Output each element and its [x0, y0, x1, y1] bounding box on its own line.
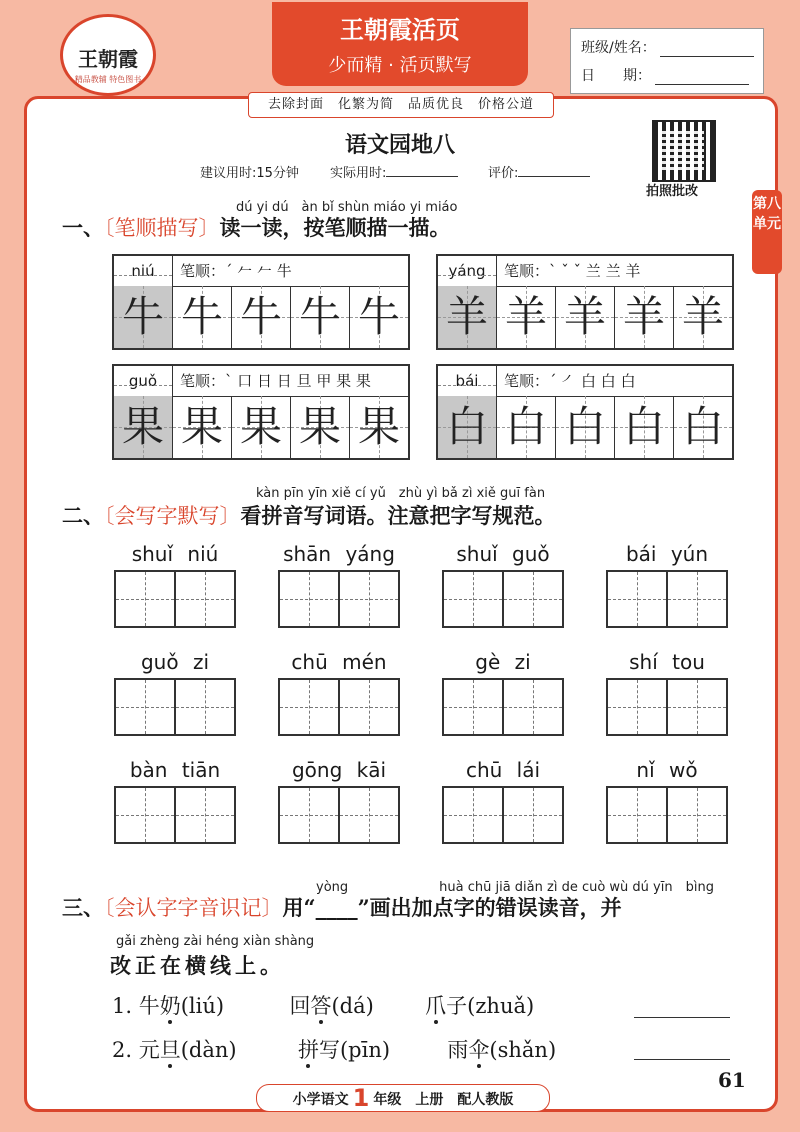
footer-badge — [256, 1084, 550, 1112]
banner-subtitle: 少而精 · 活页默写 — [328, 55, 472, 76]
write-box[interactable] — [280, 572, 338, 626]
evaluation — [488, 162, 590, 181]
word-pinyin: chū lái — [465, 758, 541, 782]
section2-pinyin: kàn pīn yīn xiě cí yǔ zhù yì bǎ zì xiě guī fàn — [256, 486, 546, 501]
write-box[interactable] — [116, 788, 174, 842]
word-item — [442, 542, 564, 628]
q3-text: 回 — [289, 994, 311, 1018]
stroke-pinyin: yáng — [438, 256, 497, 286]
actual-time-field[interactable] — [386, 164, 458, 177]
write-box[interactable] — [116, 572, 174, 626]
section3-heading — [62, 892, 622, 922]
write-box[interactable] — [280, 788, 338, 842]
word-item — [114, 542, 236, 628]
q3-text: 1. 牛 — [112, 994, 160, 1018]
stroke-table-niu — [112, 254, 410, 350]
brand-logo — [60, 14, 156, 96]
trace-cell[interactable]: 牛 — [291, 286, 350, 348]
trace-cell[interactable]: 牛 — [114, 286, 173, 348]
word-pinyin: shuǐ guǒ — [456, 542, 550, 566]
evaluation-label: 评价: — [488, 166, 519, 181]
q3-row-1 — [112, 990, 534, 1020]
trace-cell[interactable]: 白 — [615, 396, 674, 458]
qr-label: 拍照批改 — [646, 184, 699, 199]
trace-cell[interactable]: 果 — [232, 396, 291, 458]
section1-number: 一、 — [62, 215, 104, 240]
q3-reading: (liú) — [180, 994, 225, 1018]
suggested-time: 建议用时:15分钟 — [200, 166, 299, 181]
write-box[interactable] — [502, 680, 562, 734]
write-box[interactable] — [608, 572, 666, 626]
footer-edition: 年级 上册 配人教版 — [373, 1092, 514, 1108]
date-row — [581, 65, 749, 85]
name-row — [581, 37, 754, 57]
word-pinyin: bàn tiān — [129, 758, 221, 782]
name-label: 班级/姓名： — [581, 40, 656, 56]
write-box[interactable] — [338, 680, 398, 734]
trace-cell[interactable]: 牛 — [232, 286, 291, 348]
section1-tag: 〔笔顺描写〕 — [104, 216, 220, 240]
stroke-table-bai — [436, 364, 734, 460]
trace-cell[interactable]: 牛 — [350, 286, 408, 348]
q3-reading: (dàn) — [180, 1038, 237, 1062]
word-pinyin: shān yáng — [283, 542, 395, 566]
word-item — [114, 650, 236, 736]
q3-dotted-char: 奶 — [159, 994, 181, 1018]
word-item — [606, 650, 728, 736]
word-item — [278, 542, 400, 628]
write-box[interactable] — [338, 572, 398, 626]
write-box[interactable] — [280, 680, 338, 734]
section3-instruction-2: 改正在横线上。 — [110, 953, 285, 978]
q3-text: 2. 元 — [112, 1038, 160, 1062]
word-item — [606, 542, 728, 628]
word-pinyin: gōng kāi — [291, 758, 387, 782]
q3-text: 雨 — [447, 1038, 469, 1062]
trace-cell[interactable]: 羊 — [497, 286, 556, 348]
write-box[interactable] — [608, 788, 666, 842]
stroke-pinyin: bái — [438, 366, 497, 396]
trace-cell[interactable]: 羊 — [674, 286, 732, 348]
q3-dotted-char: 拼 — [297, 1038, 319, 1062]
qr-code-icon[interactable] — [652, 120, 716, 182]
write-box[interactable] — [502, 572, 562, 626]
trace-cell[interactable]: 羊 — [556, 286, 615, 348]
trace-cell[interactable]: 果 — [114, 396, 173, 458]
stroke-order: 笔顺：ˊ 𠂉 𠂉 牛 — [180, 262, 292, 280]
actual-time-label: 实际用时: — [330, 166, 387, 181]
write-box[interactable] — [666, 572, 726, 626]
stroke-pinyin: guǒ — [114, 366, 173, 396]
date-field[interactable] — [655, 70, 749, 85]
section3-instruction-1: 用“____”画出加点字的错误读音，并 — [282, 895, 622, 920]
footer-grade: 1 — [352, 1084, 370, 1112]
word-pinyin: gè zi — [475, 650, 531, 674]
banner-title: 王朝霞活页 — [340, 15, 460, 44]
q3-reading: 写(pīn) — [318, 1038, 391, 1062]
stroke-order: 笔顺：ˋ 口 日 日 旦 甲 果 果 — [180, 372, 371, 390]
q3-row-2 — [112, 1034, 556, 1064]
brand-banner — [272, 2, 528, 86]
write-box[interactable] — [502, 788, 562, 842]
trace-cell[interactable]: 果 — [350, 396, 408, 458]
word-item — [442, 650, 564, 736]
trace-cell[interactable]: 羊 — [438, 286, 497, 348]
unit-tab: 第八单元 — [752, 190, 782, 274]
q3-reading: (shǎn) — [489, 1038, 557, 1062]
word-item — [606, 758, 728, 844]
slogan: 去除封面 化繁为简 品质优良 价格公道 — [248, 92, 554, 118]
q3-reading: 子(zhuǎ) — [446, 994, 535, 1018]
write-box[interactable] — [174, 572, 234, 626]
write-box[interactable] — [444, 680, 502, 734]
write-box[interactable] — [116, 680, 174, 734]
section2-instruction: 看拼音写词语。注意把字写规范。 — [240, 503, 556, 528]
word-pinyin: nǐ wǒ — [636, 758, 698, 782]
q3-reading: (dá) — [331, 994, 374, 1018]
write-box[interactable] — [174, 788, 234, 842]
trace-cell[interactable]: 白 — [438, 396, 497, 458]
answer-line[interactable] — [634, 1058, 730, 1060]
trace-cell[interactable]: 牛 — [173, 286, 232, 348]
section1-heading — [62, 212, 451, 242]
q3-dotted-char: 旦 — [159, 1038, 181, 1062]
trace-cell[interactable]: 羊 — [615, 286, 674, 348]
word-item — [442, 758, 564, 844]
section3-number: 三、 — [62, 895, 104, 920]
date-label: 日 期： — [581, 68, 651, 84]
q3-dotted-char: 爪 — [425, 994, 447, 1018]
section2-number: 二、 — [62, 503, 104, 528]
trace-cell[interactable]: 白 — [497, 396, 556, 458]
stroke-pinyin: niú — [114, 256, 173, 286]
section3-pinyin-1: yòng huà chū jiā diǎn zì de cuò wù dú yīn bìng — [316, 880, 714, 895]
name-field[interactable] — [660, 42, 754, 57]
page-title: 语文园地八 — [344, 132, 455, 158]
logo-text: 王朝霞 — [78, 47, 138, 71]
actual-time — [330, 162, 458, 181]
word-pinyin: chū mén — [291, 650, 387, 674]
trace-cell[interactable]: 白 — [674, 396, 732, 458]
stroke-table-guo — [112, 364, 410, 460]
section1-instruction: 读一读，按笔顺描一描。 — [219, 215, 451, 240]
page-number: 61 — [718, 1068, 746, 1092]
stroke-order: 笔顺：ˊ ㇒ 白 白 白 — [504, 372, 636, 390]
section3-pinyin-2: gǎi zhèng zài héng xiàn shàng — [116, 934, 315, 949]
word-pinyin: bái yún — [625, 542, 709, 566]
stroke-order: 笔顺：ˋ ˇ ˇ 兰 兰 羊 — [504, 262, 641, 280]
word-pinyin: shuǐ niú — [131, 542, 219, 566]
answer-line[interactable] — [634, 1016, 730, 1018]
trace-cell[interactable]: 果 — [173, 396, 232, 458]
write-box[interactable] — [444, 572, 502, 626]
write-box[interactable] — [666, 788, 726, 842]
evaluation-field[interactable] — [518, 164, 590, 177]
q3-dotted-char: 伞 — [468, 1038, 490, 1062]
section1-pinyin: dú yi dú àn bǐ shùn miáo yi miáo — [236, 200, 458, 215]
logo-subtext: 精品教辅 特色图书 — [74, 75, 142, 84]
footer-subject: 小学语文 — [292, 1092, 349, 1108]
write-box[interactable] — [444, 788, 502, 842]
stroke-table-yang — [436, 254, 734, 350]
word-pinyin: shí tou — [629, 650, 705, 674]
word-item — [278, 758, 400, 844]
trace-cell[interactable]: 白 — [556, 396, 615, 458]
word-item — [278, 650, 400, 736]
q3-dotted-char: 答 — [310, 994, 332, 1018]
section2-heading — [62, 500, 556, 530]
student-info-box — [570, 28, 764, 94]
write-box[interactable] — [666, 680, 726, 734]
write-box[interactable] — [608, 680, 666, 734]
section2-tag: 〔会写字默写〕 — [104, 504, 241, 528]
section3-tag: 〔会认字字音识记〕 — [104, 896, 283, 920]
trace-cell[interactable]: 果 — [291, 396, 350, 458]
write-box[interactable] — [338, 788, 398, 842]
write-box[interactable] — [174, 680, 234, 734]
word-item — [114, 758, 236, 844]
word-pinyin: guǒ zi — [140, 650, 210, 674]
